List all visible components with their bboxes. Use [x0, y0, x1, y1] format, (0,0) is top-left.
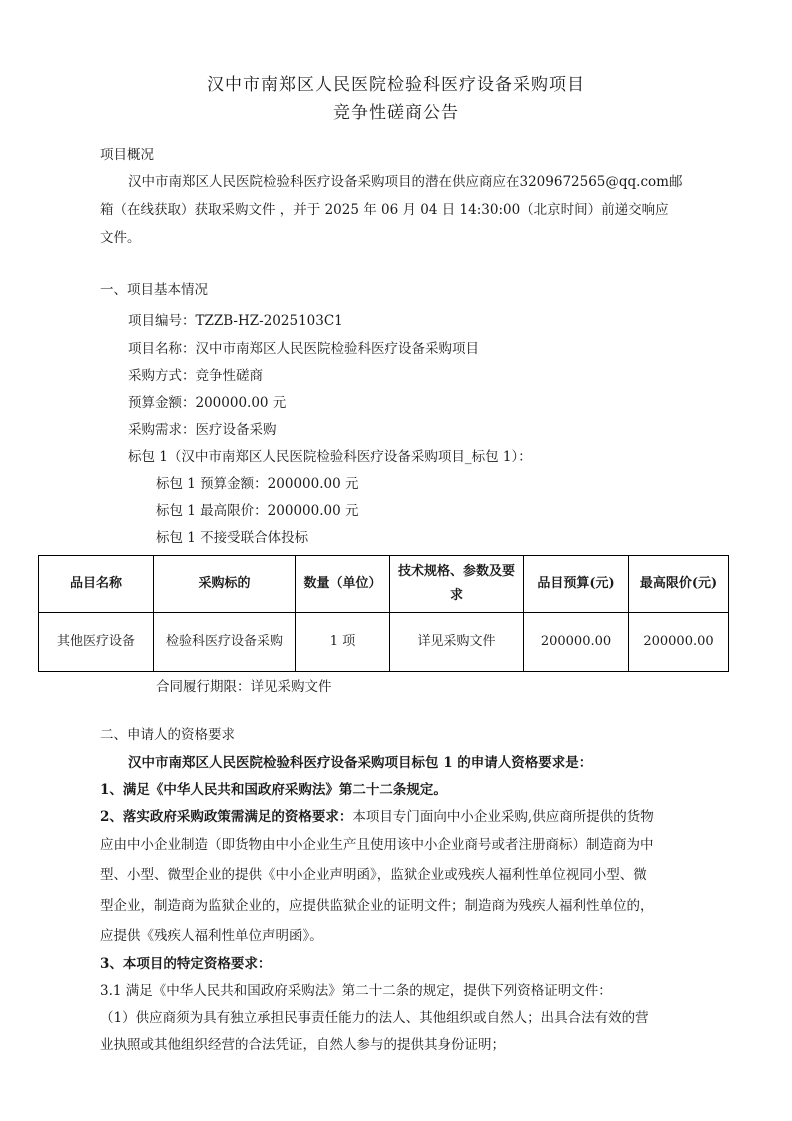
header-max-price: 最高限价(元)	[629, 556, 729, 613]
header-specs: 技术规格、参数及要求	[390, 556, 524, 613]
contract-period: 合同履行期限：详见采购文件	[156, 679, 332, 695]
overview-paragraph-line2: 箱（在线获取）获取采购文件 ，并于 2025 年 06 月 04 日 14:30:00（北京时间）前递交响应	[100, 202, 669, 218]
lot-max-price: 标包 1 最高限价：200000.00 元	[156, 503, 359, 519]
qualification-item2-text: 本项目专门面向中小企业采购,供应商所提供的货物	[352, 809, 654, 825]
procurement-method: 采购方式：竞争性磋商	[128, 368, 263, 384]
header-subject: 采购标的	[154, 556, 296, 613]
cell-item-name: 其他医疗设备	[39, 613, 154, 672]
document-title-line1: 汉中市南郑区人民医院检验科医疗设备采购项目	[207, 75, 585, 95]
document-title-line2: 竞争性磋商公告	[333, 103, 459, 123]
qualification-item31: 3.1 满足《中华人民共和国政府采购法》第二十二条的规定，提供下列资格证明文件：	[100, 983, 612, 999]
cell-subject: 检验科医疗设备采购	[154, 613, 296, 672]
qualification-item2-line1	[100, 808, 654, 826]
cell-max-price: 200000.00	[629, 613, 729, 672]
table-header-row	[39, 556, 729, 613]
qualification-item2-label: 2、落实政府采购政策需满足的资格要求：	[100, 809, 353, 825]
lot-consortium-note: 标包 1 不接受联合体投标	[156, 530, 309, 546]
qualification-intro: 汉中市南郑区人民医院检验科医疗设备采购项目标包 1 的申请人资格要求是：	[128, 755, 593, 771]
section1-heading: 一、项目基本情况	[100, 282, 208, 298]
qualification-item31-line1: （1）供应商须为具有独立承担民事责任能力的法人、其他组织或自然人；出具合法有效的营	[100, 1010, 649, 1026]
qualification-item2-line4: 型企业，制造商为监狱企业的，应提供监狱企业的证明文件；制造商为残疾人福利性单位的，	[100, 898, 654, 914]
cell-quantity: 1 项	[296, 613, 390, 672]
qualification-item1: 1、满足《中华人民共和国政府采购法》第二十二条规定。	[100, 782, 447, 798]
header-item-name: 品目名称	[39, 556, 154, 613]
qualification-item31-line2: 业执照或其他组织经营的合法凭证，自然人参与的提供其身份证明；	[100, 1037, 505, 1053]
qualification-item2-line3: 型、小型、微型企业的提供《中小企业声明函》，监狱企业或残疾人福利性单位视同小型、微	[100, 867, 647, 883]
lot-budget: 标包 1 预算金额：200000.00 元	[156, 476, 359, 492]
qualification-item3: 3、本项目的特定资格要求：	[100, 956, 272, 972]
overview-paragraph-line3: 文件。	[100, 230, 141, 246]
cell-specs: 详见采购文件	[390, 613, 524, 672]
table-row	[39, 613, 729, 672]
overview-paragraph-line1: 汉中市南郑区人民医院检验科医疗设备采购项目的潜在供应商应在3209672565@qq.com邮	[128, 174, 683, 190]
overview-heading: 项目概况	[100, 147, 154, 163]
qualification-item2-line5: 应提供《残疾人福利性单位声明函》。	[100, 928, 323, 944]
lot-title: 标包 1（汉中市南郑区人民医院检验科医疗设备采购项目_标包 1）：	[128, 449, 532, 465]
items-table	[38, 555, 729, 672]
budget-amount: 预算金额：200000.00 元	[128, 395, 287, 411]
project-name: 项目名称：汉中市南郑区人民医院检验科医疗设备采购项目	[128, 341, 479, 357]
header-quantity: 数量（单位）	[296, 556, 390, 613]
section2-heading: 二、申请人的资格要求	[100, 727, 235, 743]
procurement-need: 采购需求：医疗设备采购	[128, 422, 277, 438]
project-number: 项目编号：TZZB-HZ-2025103C1	[128, 313, 343, 329]
header-budget: 品目预算(元)	[524, 556, 629, 613]
cell-budget: 200000.00	[524, 613, 629, 672]
qualification-item2-line2: 应由中小企业制造（即货物由中小企业生产且使用该中小企业商号或者注册商标）制造商为中	[100, 837, 654, 853]
